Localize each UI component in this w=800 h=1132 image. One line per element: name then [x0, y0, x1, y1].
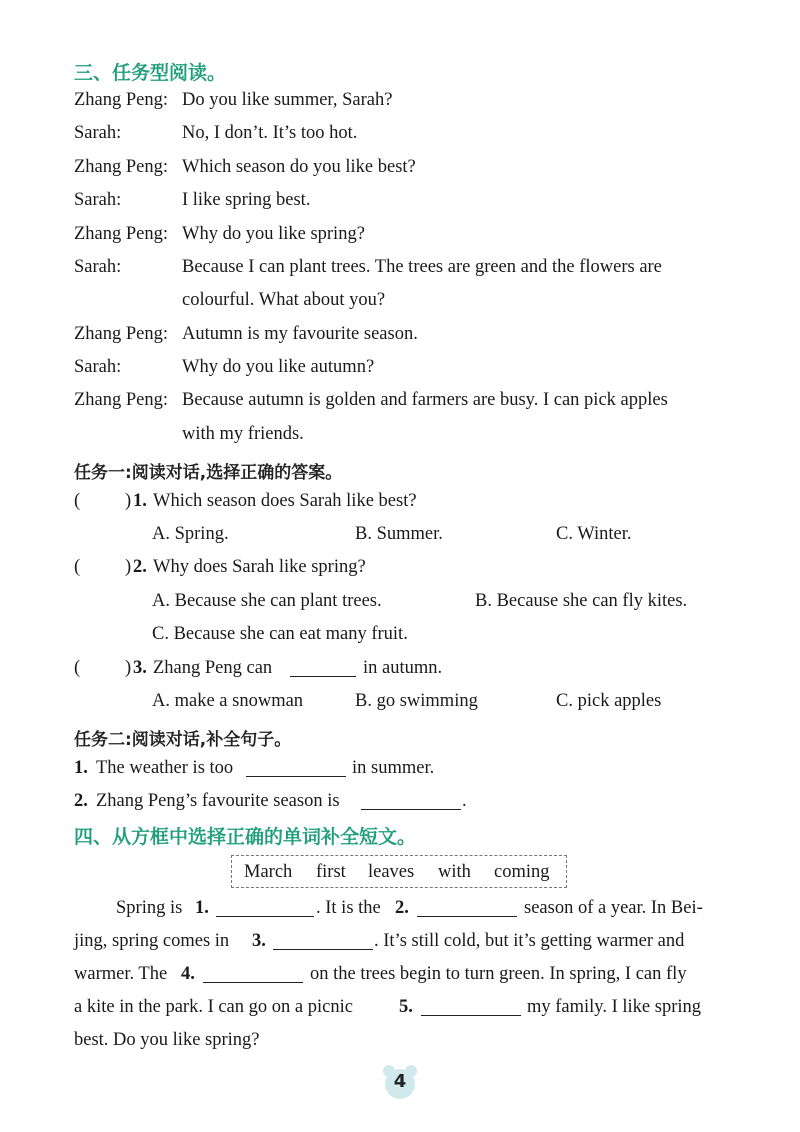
- word-bank-word: with: [438, 862, 471, 882]
- word-bank-word: first: [316, 862, 346, 882]
- dialogue-line: Because autumn is golden and farmers are busy. I can pick apples: [182, 390, 668, 410]
- sentence-text: Zhang Peng’s favourite season is: [96, 791, 340, 811]
- passage-text: season of a year. In Bei-: [524, 898, 703, 918]
- speaker: Sarah:: [74, 190, 122, 210]
- option-c[interactable]: C. pick apples: [556, 691, 662, 711]
- word-bank-word: leaves: [368, 862, 415, 882]
- speaker: Zhang Peng:: [74, 324, 169, 344]
- option-b[interactable]: B. Because she can fly kites.: [475, 591, 688, 611]
- sentence-text: The weather is too: [96, 758, 234, 778]
- item-number: 2.: [74, 791, 88, 811]
- question-text: in autumn.: [363, 658, 443, 678]
- task2-title: 任务二:阅读对话,补全句子。: [74, 730, 292, 750]
- dialogue-line: Why do you like spring?: [182, 224, 365, 244]
- passage-blank-1[interactable]: [216, 900, 314, 917]
- option-c[interactable]: C. Because she can eat many fruit.: [152, 624, 408, 644]
- blank-number: 5.: [399, 997, 413, 1017]
- dialogue-line: with my friends.: [182, 424, 304, 444]
- dialogue-line: Because I can plant trees. The trees are green and the flowers are: [182, 257, 662, 277]
- passage-text: jing, spring comes in: [74, 931, 230, 951]
- passage-text: my family. I like spring: [527, 997, 702, 1017]
- option-a[interactable]: A. Because she can plant trees.: [152, 591, 382, 611]
- question-text: Why does Sarah like spring?: [153, 557, 366, 577]
- section4-title: 四、从方框中选择正确的单词补全短文。: [74, 826, 417, 848]
- question-number: 1.: [133, 491, 147, 511]
- sentence-text: .: [462, 791, 467, 811]
- passage-text: on the trees begin to turn green. In spring, I can fly: [310, 964, 687, 984]
- answer-paren-close: ): [125, 658, 132, 678]
- passage-text: . It is the: [316, 898, 381, 918]
- speaker: Zhang Peng:: [74, 224, 169, 244]
- speaker: Sarah:: [74, 123, 122, 143]
- answer-blank[interactable]: [290, 660, 356, 677]
- dialogue-line: I like spring best.: [182, 190, 311, 210]
- section3-title: 三、任务型阅读。: [74, 62, 227, 84]
- dialogue-line: Do you like summer, Sarah?: [182, 90, 393, 110]
- question-number: 3.: [133, 658, 147, 678]
- speaker: Sarah:: [74, 257, 122, 277]
- question-text: Which season does Sarah like best?: [153, 491, 417, 511]
- option-a[interactable]: A. Spring.: [152, 524, 229, 544]
- page-number-badge: [380, 1062, 420, 1102]
- blank-number: 1.: [195, 898, 209, 918]
- answer-paren-close: ): [125, 491, 132, 511]
- word-bank-word: coming: [494, 862, 550, 882]
- passage-text: . It’s still cold, but it’s getting warmer and: [374, 931, 685, 951]
- option-a[interactable]: A. make a snowman: [152, 691, 304, 711]
- answer-paren-close: ): [125, 557, 132, 577]
- blank-number: 2.: [395, 898, 409, 918]
- question-number: 2.: [133, 557, 147, 577]
- option-b[interactable]: B. go swimming: [355, 691, 478, 711]
- task1-title: 任务一:阅读对话,选择正确的答案。: [74, 463, 343, 483]
- passage-text: best. Do you like spring?: [74, 1030, 260, 1050]
- passage-text: Spring is: [116, 898, 183, 918]
- option-c[interactable]: C. Winter.: [556, 524, 632, 544]
- answer-blank[interactable]: [246, 760, 346, 777]
- passage-blank-4[interactable]: [203, 966, 303, 983]
- word-bank: [231, 855, 567, 888]
- item-number: 1.: [74, 758, 88, 778]
- question-text: Zhang Peng can: [153, 658, 273, 678]
- sentence-text: in summer.: [352, 758, 435, 778]
- option-b[interactable]: B. Summer.: [355, 524, 443, 544]
- answer-paren-open[interactable]: (: [74, 557, 81, 577]
- page-number: 4: [393, 1071, 407, 1092]
- speaker: Zhang Peng:: [74, 90, 169, 110]
- answer-paren-open[interactable]: (: [74, 491, 81, 511]
- speaker: Sarah:: [74, 357, 122, 377]
- passage-blank-5[interactable]: [421, 999, 521, 1016]
- answer-blank[interactable]: [361, 793, 461, 810]
- speaker: Zhang Peng:: [74, 390, 169, 410]
- speaker: Zhang Peng:: [74, 157, 169, 177]
- blank-number: 3.: [252, 931, 266, 951]
- dialogue-line: colourful. What about you?: [182, 290, 386, 310]
- answer-paren-open[interactable]: (: [74, 658, 81, 678]
- passage-blank-3[interactable]: [273, 933, 373, 950]
- dialogue-line: Why do you like autumn?: [182, 357, 375, 377]
- passage-text: warmer. The: [74, 964, 168, 984]
- passage-blank-2[interactable]: [417, 900, 517, 917]
- dialogue-line: Which season do you like best?: [182, 157, 416, 177]
- blank-number: 4.: [181, 964, 195, 984]
- dialogue-line: No, I don’t. It’s too hot.: [182, 123, 358, 143]
- word-bank-word: March: [244, 862, 293, 882]
- dialogue-line: Autumn is my favourite season.: [182, 324, 418, 344]
- passage-text: a kite in the park. I can go on a picnic: [74, 997, 353, 1017]
